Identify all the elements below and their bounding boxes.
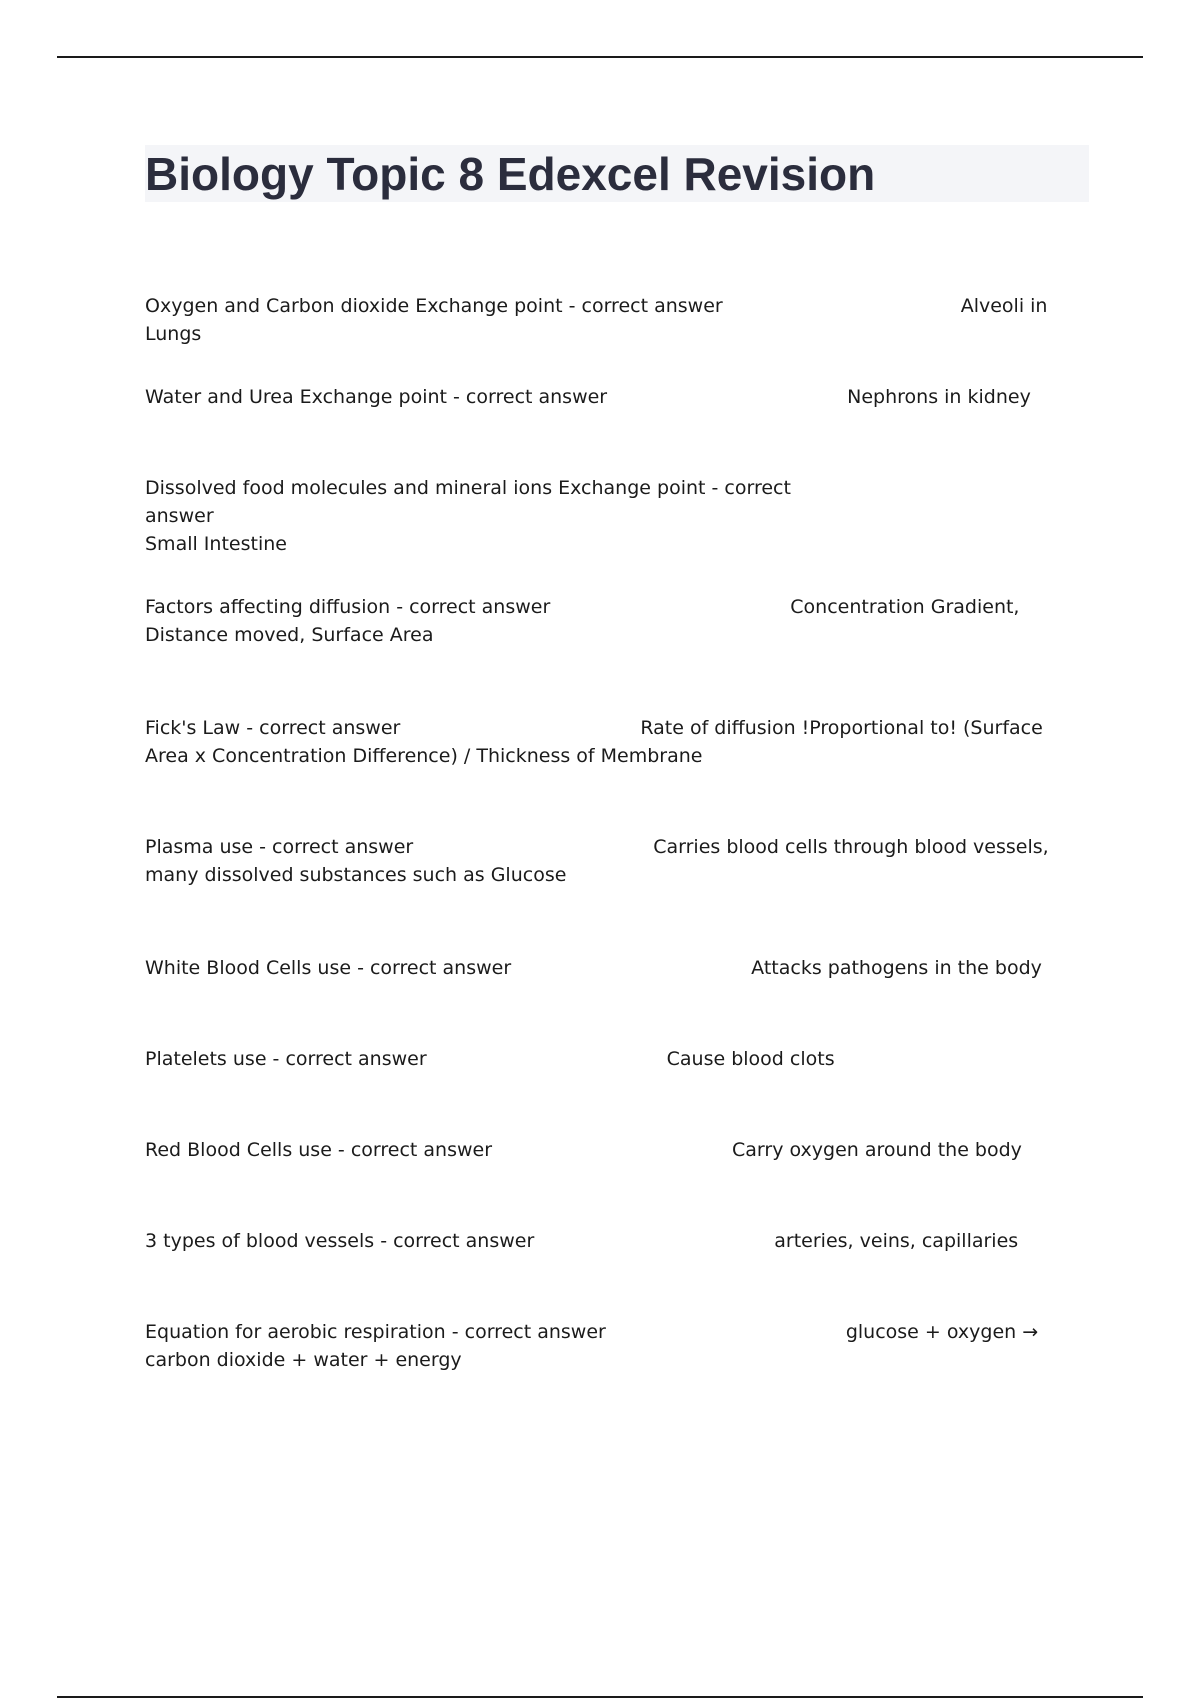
answer-text: Carries blood cells through blood vessels, many dissolved substances such as Glucose	[145, 836, 1055, 886]
question-text: White Blood Cells use - correct answer	[145, 957, 512, 979]
question-text: Dissolved food molecules and mineral ions Exchange point - correct answer	[145, 477, 797, 527]
qa-item	[145, 1136, 1075, 1164]
page-title: Biology Topic 8 Edexcel Revision	[145, 148, 876, 200]
bottom-rule	[57, 1696, 1143, 1698]
answer-text: Cause blood clots	[666, 1048, 835, 1070]
answer-text: Nephrons in kidney	[847, 386, 1031, 408]
top-rule	[57, 56, 1143, 58]
answer-text: arteries, veins, capillaries	[774, 1230, 1019, 1252]
answer-text: Carry oxygen around the body	[732, 1139, 1022, 1161]
question-text: Water and Urea Exchange point - correct answer	[145, 386, 608, 408]
answer-text: Attacks pathogens in the body	[751, 957, 1042, 979]
question-text: Factors affecting diffusion - correct answer	[145, 596, 551, 618]
qa-item	[145, 833, 1075, 889]
qa-item	[145, 1227, 1075, 1255]
answer-text: glucose + oxygen → carbon dioxide + water + energy	[145, 1321, 1045, 1371]
qa-item	[145, 714, 1085, 770]
question-text: Red Blood Cells use - correct answer	[145, 1139, 493, 1161]
answer-text: Small Intestine	[145, 533, 287, 555]
qa-item	[145, 1318, 1080, 1374]
qa-item	[145, 593, 1080, 649]
question-text: Plasma use - correct answer	[145, 836, 414, 858]
answer-text: Rate of diffusion !Proportional to! (Surface Area x Concentration Difference) / Thickness of Membrane	[145, 717, 1049, 767]
question-text: Fick's Law - correct answer	[145, 717, 401, 739]
answer-text: Alveoli in Lungs	[145, 295, 1054, 345]
qa-item	[145, 474, 845, 558]
qa-item	[145, 292, 1075, 348]
qa-item	[145, 954, 1075, 982]
question-text: Oxygen and Carbon dioxide Exchange point - correct answer	[145, 295, 723, 317]
qa-item	[145, 1045, 1075, 1073]
question-text: 3 types of blood vessels - correct answer	[145, 1230, 535, 1252]
question-text: Platelets use - correct answer	[145, 1048, 427, 1070]
question-text: Equation for aerobic respiration - correct answer	[145, 1321, 606, 1343]
qa-item	[145, 383, 1075, 411]
answer-text: Concentration Gradient, Distance moved, Surface Area	[145, 596, 1026, 646]
